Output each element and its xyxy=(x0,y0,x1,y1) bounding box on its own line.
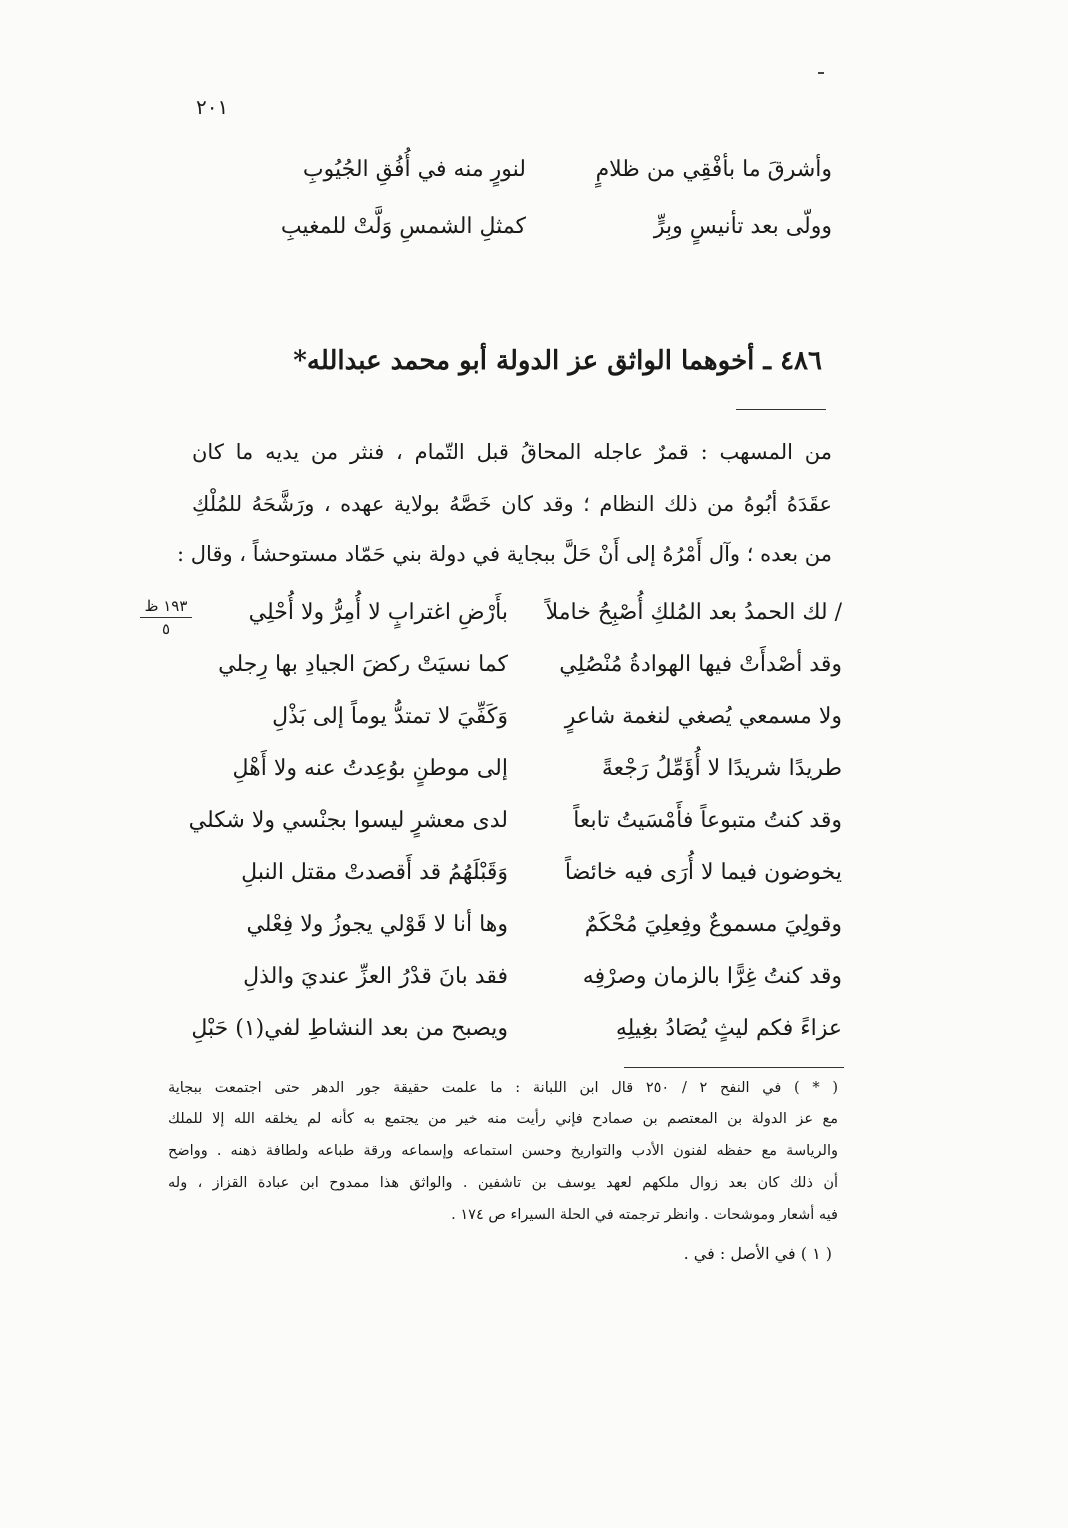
hemistich-second: فقد بانَ قدْرُ العزِّ عنديَ والذلِ xyxy=(243,964,508,989)
stray-mark xyxy=(818,72,824,74)
prose-line: من بعده ؛ وآل أَمْرُهُ إلى أَنْ حَلَّ ببجاية في دولة بني حَمّاد مستوحشاً ، وقال : xyxy=(177,542,832,566)
hemistich-second: كمثلِ الشمسِ وَلَّتْ للمغيبِ xyxy=(280,214,526,239)
hemistich-second: لدى معشرٍ ليسوا بجنْسي ولا شكلي xyxy=(188,808,508,833)
poem-verse-line xyxy=(200,652,842,678)
footnote-line: ( * ) في النفح ٢ / ٢٥٠ قال ابن اللبانة : ما علمت حقيقة جور الدهر حتى اجتمعت ببجاية xyxy=(168,1080,838,1096)
poem-verse-line xyxy=(200,860,842,886)
hemistich-second: وَكَفِّيَ لا تمتدُّ يوماً إلى بَذْلِ xyxy=(272,704,508,729)
hemistich-first: عزاءً فكم ليثٍ يُصَادُ بغِيلِهِ xyxy=(615,1016,842,1041)
poem-verse-line xyxy=(191,1016,842,1042)
margin-folio: ١٩٣ ظ xyxy=(144,597,188,615)
footnote-line: أن ذلك كان بعد زوال ملكهم لعهد يوسف بن تاشفين . والواثق هذا ممدوح ابن عبادة القزاز ، وله xyxy=(168,1175,838,1191)
poem-verse-line xyxy=(200,964,842,990)
poem-verse-line xyxy=(200,600,842,626)
poem-verse-line xyxy=(200,704,842,730)
hemistich-first: وقد كنتُ غِرًّا بالزمان وصرْفِه xyxy=(582,964,842,989)
prose-line: عقَدَهُ أبُوهُ من ذلك النظام ؛ وقد كان خَصَّهُ بولاية عهده ، ورَشَّحَهُ للمُلْكِ xyxy=(192,492,832,516)
hemistich-first: وقد كنتُ متبوعاً فأَمْسَيتُ تابعاً xyxy=(573,808,842,833)
hemistich-second: بأَرْضِ اغترابٍ لا أُمِرُّ ولا أُحْلِي xyxy=(248,600,508,625)
footnote-line: مع عز الدولة بن المعتصم بن صمادح فإني رأيت منه خير من يجتمع به كأنه لم يخلقه الله إلا للملك xyxy=(168,1111,838,1127)
hemistich-first: وقد أصْدأَتْ فيها الهوادةُ مُنْصُلِي xyxy=(559,652,842,677)
prose-line: من المسهب : قمرٌ عاجله المحاقُ قبل التّمام ، فنثر من يديه ما كان xyxy=(192,440,832,464)
hemistich-second: لنورٍ منه في أُفُقِ الجُيُوبِ xyxy=(302,157,526,182)
top-verse-line xyxy=(244,157,832,183)
hemistich-second: ويصبح من بعد النشاطِ لفي(١) حَبْلِ xyxy=(191,1016,508,1041)
hemistich-first: يخوضون فيما لا أُرَى فيه خائضاً xyxy=(564,860,842,885)
top-verse-line xyxy=(244,214,832,240)
footnote-rule xyxy=(624,1067,844,1068)
heading-rule xyxy=(736,409,826,410)
footnote-line: فيه أشعار وموشحات . وانظر ترجمته في الحلة السيراء ص ١٧٤ . xyxy=(451,1207,838,1223)
section-heading: ٤٨٦ ـ أخوهما الواثق عز الدولة أبو محمد عبدالله* xyxy=(293,346,822,376)
hemistich-second: وها أنا لا قَوْلي يجوزُ ولا فِعْلي xyxy=(246,912,508,937)
hemistich-first: وقولِيَ مسموعٌ وفِعلِيَ مُحْكَمٌ xyxy=(584,912,842,937)
hemistich-first: طريدًا شريدًا لا أُؤَمِّلُ رَجْعةً xyxy=(601,756,842,781)
hemistich-first: / لك الحمدُ بعد المُلكِ أُصْبِحُ خاملاً xyxy=(545,600,842,625)
margin-note xyxy=(140,597,192,638)
hemistich-second: كما نسيَتْ ركضَ الجيادِ بها رِجلي xyxy=(218,652,508,677)
margin-rule xyxy=(140,617,192,618)
hemistich-first: وأشرقَ ما بأفْقِي من ظلامٍ xyxy=(595,157,832,182)
poem-verse-line xyxy=(200,912,842,938)
footnote-original: ( ١ ) في الأصل : في . xyxy=(683,1244,832,1263)
hemistich-second: وَقَبْلَهُمُ قد أَقصدتْ مقتل النبلِ xyxy=(241,860,508,885)
hemistich-first: ولا مسمعي يُصغي لنغمة شاعرٍ xyxy=(564,704,842,729)
page-number: ٢٠١ xyxy=(196,95,229,119)
hemistich-second: إلى موطنٍ بوُعِدتُ عنه ولا أَهْلِ xyxy=(232,756,508,781)
poem-verse-line xyxy=(188,808,842,834)
poem-verse-line xyxy=(200,756,842,782)
margin-number: ٥ xyxy=(161,620,171,638)
hemistich-first: وولّى بعد تأنيسٍ وبِرٍّ xyxy=(653,214,832,239)
footnote-line: والرياسة مع حفظه لفنون الأدب والتواريخ وحسن استماعه وإسماعه ورقة طباعه ولطافة ذهنه . وواضح xyxy=(168,1143,838,1159)
